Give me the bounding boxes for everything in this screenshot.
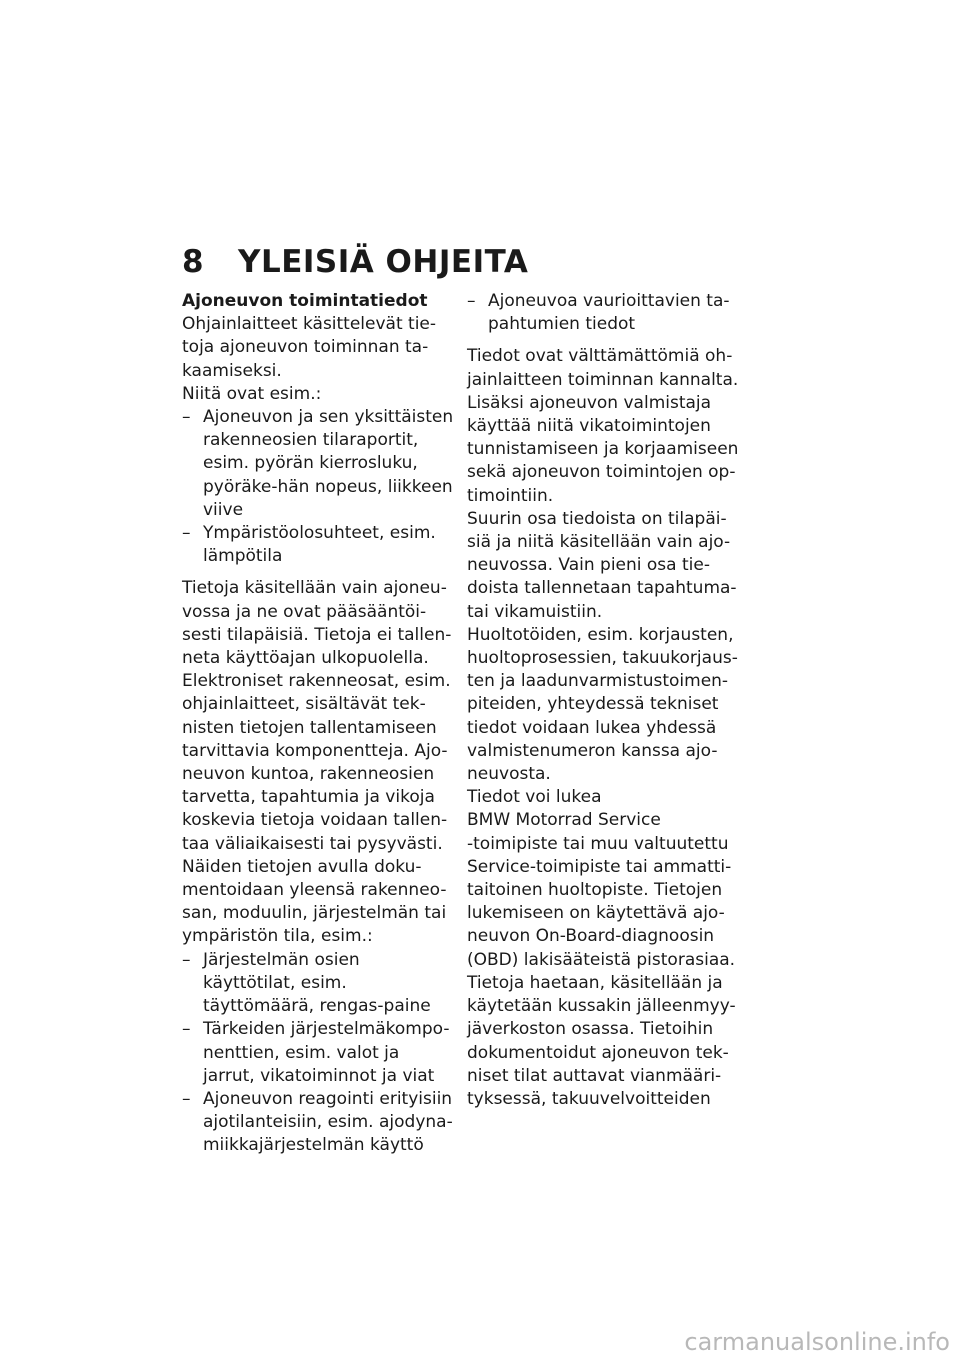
paragraph-line: Tiedot voi lukea: [467, 787, 602, 808]
paragraph: Tietoja haetaan, käsitellään ja käytetään kussakin jälleenmyy-jäverkoston osassa. Tietoihin dokumentoidut ajoneuvon tek-niset tilat auttavat vianmääri-tyksessä, takuuvelvoitteiden: [467, 972, 736, 1109]
list-item: – Ajoneuvon ja sen yksittäisten rakenneosien tilaraportit, esim. pyörän kierrosluku, pyöräke-hän nopeus, liikkeen viive: [182, 406, 454, 522]
examples-lead: Niitä ovat esim.:: [182, 383, 322, 404]
chapter-number: 8: [182, 244, 205, 280]
paragraph: Tiedot ovat välttämättömiä oh-jainlaitteen toiminnan kannalta.: [467, 346, 739, 390]
paragraph: Huoltotöiden, esim. korjausten, huoltoprosessien, takuukorjaus-ten ja laadunvarmistustoimen-piteiden, yhteydessä tekniset tiedot voidaan lukea yhdessä valmistenumeron kanssa ajo-neuvosta.: [467, 624, 738, 785]
list-item: – Järjestelmän osien käyttötilat, esim. täyttömäärä, rengas-paine: [182, 949, 454, 1019]
list-item: – Tärkeiden järjestelmäkompo-nenttien, esim. valot ja jarrut, vikatoiminnot ja viat: [182, 1018, 454, 1088]
paragraph: Lisäksi ajoneuvon valmistaja käyttää niitä vikatoimintojen tunnistamiseen ja korjaamiseen sekä ajoneuvon toimintojen op-timointiin.: [467, 392, 739, 506]
paragraph-line: BMW Motorrad Service: [467, 810, 661, 831]
right-column: [467, 290, 739, 1111]
chapter-title: YLEISIÄ OHJEITA: [238, 244, 529, 280]
paragraph: -toimipiste tai muu valtuutettu Service-toimipiste tai ammatti-taitoinen huoltopiste. Tietojen lukemiseen on käytettävä ajo-neuvon On-Board-diagnoosin (OBD) lakisääteistä pistorasiaa.: [467, 833, 736, 970]
data-list-2: [182, 949, 454, 1158]
watermark: carmanualsonline.info: [684, 1328, 950, 1356]
section-heading: Ajoneuvon toimintatiedot: [182, 291, 428, 311]
data-list-1: [182, 406, 454, 568]
paragraph: Elektroniset rakenneosat, esim. ohjainlaitteet, sisältävät tek-nisten tietojen tallentamiseen tarvittavia komponentteja. Ajo-neuvon kuntoa, rakenneosien tarvetta, tapahtumia ja vikoja koskevia tietoja voidaan tallen-taa väliaikaisesti tai pysyvästi.: [182, 671, 451, 854]
page-title: [182, 242, 528, 282]
data-list-3: [467, 290, 739, 336]
paragraph: Näiden tietojen avulla doku-mentoidaan yleensä rakenneo-san, moduulin, järjestelmän tai ympäristön tila, esim.:: [182, 856, 447, 947]
list-item: – Ajoneuvoa vaurioittavien ta-pahtumien tiedot: [467, 290, 739, 336]
intro-paragraph: Ohjainlaitteet käsittelevät tie-toja ajoneuvon toiminnan ta-kaamiseksi.: [182, 314, 437, 381]
list-item: – Ajoneuvon reagointi erityisiin ajotilanteisiin, esim. ajodyna-miikkajärjestelmän käyttö: [182, 1088, 454, 1158]
left-column: [182, 290, 454, 1158]
paragraph: Tietoja käsitellään vain ajoneu-vossa ja ne ovat pääsääntöi-sesti tilapäisiä. Tietoja ei tallen-neta käyttöajan ulkopuolella.: [182, 578, 452, 669]
list-item: – Ympäristöolosuhteet, esim. lämpötila: [182, 522, 454, 568]
paragraph: Suurin osa tiedoista on tilapäi-siä ja niitä käsitellään vain ajo-neuvossa. Vain pieni osa tie-doista tallennetaan tapahtuma-tai vikamuistiin.: [467, 508, 737, 622]
